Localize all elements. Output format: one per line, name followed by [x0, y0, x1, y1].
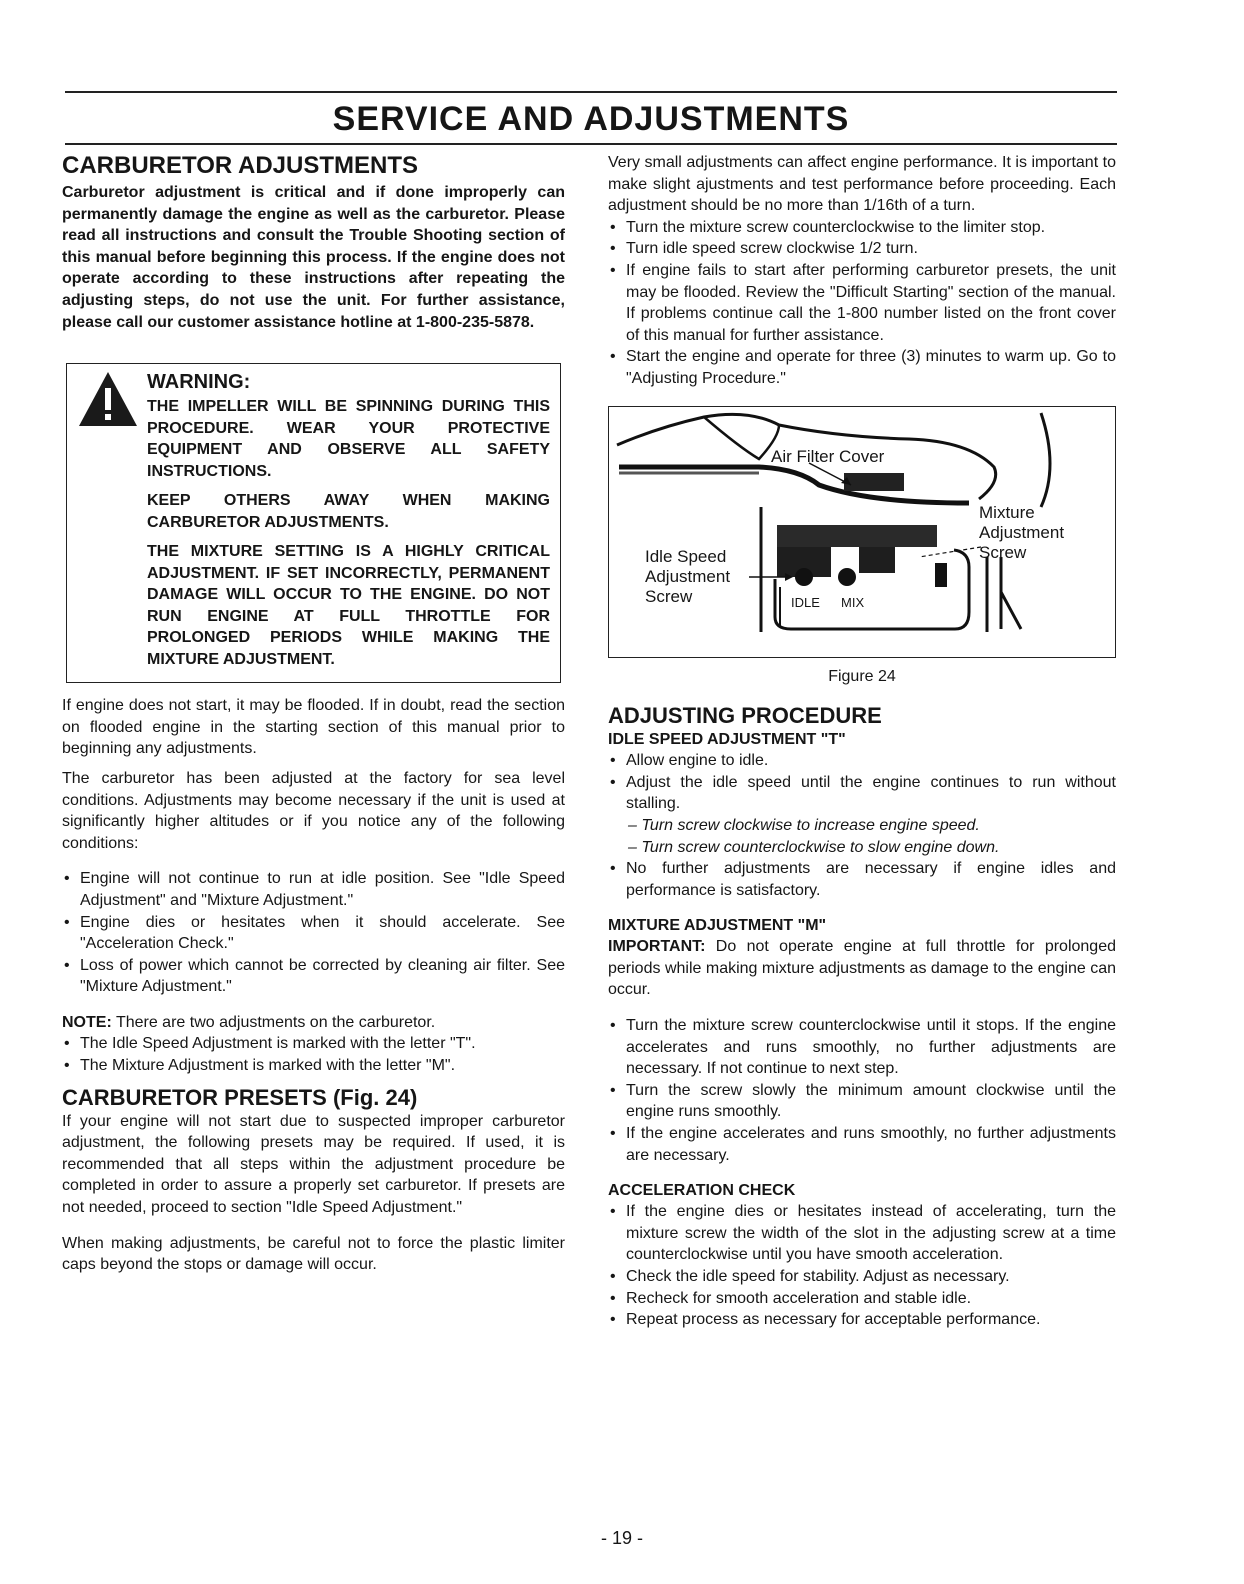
list-item: • Engine will not continue to run at idle position. See "Idle Speed Adjustment" and "Mixture Adjustment.": [62, 868, 565, 911]
list-item: • Turn the mixture screw counterclockwise until it stops. If the engine accelerates and runs smoothly, no further adjustments are necessary. If not continue to next step.: [608, 1015, 1116, 1080]
list-item: • Turn the mixture screw counterclockwise to the limiter stop.: [608, 217, 1116, 239]
factory-paragraph: The carburetor has been adjusted at the factory for sea level conditions. Adjustments may become necessary if the unit is used at significantly higher altitudes or if you notice any of the following conditions:: [62, 769, 565, 852]
list-item: • If the engine dies or hesitates instead of accelerating, turn the mixture screw the width of the slot in the adjusting screw at a time counterclockwise until you have smooth acceleration.: [608, 1201, 1116, 1266]
carburetor-intro: Carburetor adjustment is critical and if done improperly can permanently damage the engine as well as the carburetor. Please read all instructions and consult the Trouble Shooting section of this manual before beginning this process. If the engine does not operate according to these instructions after repeating the adjusting steps, do not use the unit. For further assistance, please call our customer assistance hotline at 1-800-235-5878.: [62, 184, 565, 331]
left-column: [62, 152, 565, 1276]
page-number: - 19 -: [600, 1528, 643, 1548]
right-column: [608, 152, 1116, 1331]
important-text: Do not operate engine at full throttle for prolonged periods while making mixture adjustments as damage to the engine can occur.: [608, 938, 1116, 999]
note-text: There are two adjustments on the carburetor.: [111, 1013, 436, 1031]
preset-steps-list: [608, 217, 1116, 390]
note-paragraph: [62, 1012, 565, 1034]
idle-tag: IDLE: [791, 594, 820, 610]
carburetor-adjustments-heading: CARBURETOR ADJUSTMENTS: [62, 152, 419, 179]
idle-speed-list-end: [608, 858, 1116, 901]
list-item: • Start the engine and operate for three (3) minutes to warm up. Go to "Adjusting Procedure.": [608, 346, 1116, 389]
list-item: • No further adjustments are necessary if engine idles and performance is satisfactory.: [608, 858, 1116, 901]
mixture-list: [608, 1015, 1116, 1166]
mix-tag: MIX: [841, 594, 865, 610]
air-filter-cover-label: Air Filter Cover: [771, 446, 885, 466]
idle-speed-list: [608, 750, 1116, 815]
important-paragraph: [608, 936, 1116, 1001]
idle-speed-label-line-2: Adjustment: [645, 566, 731, 586]
list-item: • The Idle Speed Adjustment is marked with the letter "T".: [62, 1033, 565, 1055]
warning-title: WARNING:: [147, 371, 251, 394]
note-list: [62, 1033, 565, 1076]
important-label: IMPORTANT:: [608, 938, 706, 956]
right-intro: Very small adjustments can affect engine performance. It is important to make slight ajustments and test performance before proceeding. Each adjustment should be no more than 1/16th of a turn.: [608, 154, 1116, 215]
list-item: • Engine dies or hesitates when it should accelerate. See "Acceleration Check.": [62, 912, 565, 955]
idle-sub-step-1: – Turn screw clockwise to increase engine speed.: [628, 816, 980, 834]
warning-paragraph-3: THE MIXTURE SETTING IS A HIGHLY CRITICAL ADJUSTMENT. IF SET INCORRECTLY, PERMANENT DAMAGE WILL OCCUR TO THE ENGINE. DO NOT RUN ENGINE AT FULL THROTTLE FOR PROLONGED PERIODS WHILE MAKING THE MIXTURE ADJUSTMENT.: [147, 543, 550, 668]
warning-icon: [77, 370, 139, 430]
list-item: • Loss of power which cannot be corrected by cleaning air filter. See "Mixture Adjustment.": [62, 955, 565, 998]
warning-box: [66, 363, 561, 683]
list-item: • Check the idle speed for stability. Adjust as necessary.: [608, 1266, 1116, 1288]
presets-paragraph-1: If your engine will not start due to suspected improper carburetor adjustment, the following presets may be required. If used, it is recommended that all steps within the adjustment procedure be completed in order to assure a properly set carburetor. If presets are not needed, proceed to section "Idle Speed Adjustment.": [62, 1112, 565, 1217]
idle-speed-label-line-3: Screw: [645, 586, 693, 606]
adjusting-procedure-heading: ADJUSTING PROCEDURE: [608, 703, 882, 729]
idle-sub-step-2: – Turn screw counterclockwise to slow engine down.: [628, 838, 1000, 856]
mixture-label-line-2: Adjustment: [979, 522, 1065, 542]
list-item: • Recheck for smooth acceleration and stable idle.: [608, 1288, 1116, 1310]
figure-24: [608, 406, 1116, 658]
warning-paragraph-1: THE IMPELLER WILL BE SPINNING DURING THIS PROCEDURE. WEAR YOUR PROTECTIVE EQUIPMENT AND OBSERVE ALL SAFETY INSTRUCTIONS.: [147, 398, 550, 480]
top-rule: [65, 91, 1117, 93]
list-item: • The Mixture Adjustment is marked with the letter "M".: [62, 1055, 565, 1077]
figure-caption: Figure 24: [828, 667, 896, 685]
mixture-label-line-1: Mixture: [979, 502, 1035, 522]
conditions-list: [62, 868, 565, 998]
presets-paragraph-2: When making adjustments, be careful not to force the plastic limiter caps beyond the stops or damage will occur.: [62, 1234, 565, 1274]
warning-paragraph-2: KEEP OTHERS AWAY WHEN MAKING CARBURETOR ADJUSTMENTS.: [147, 492, 550, 531]
idle-speed-adjustment-heading: IDLE SPEED ADJUSTMENT "T": [608, 731, 846, 749]
flooded-paragraph: If engine does not start, it may be flooded. If in doubt, read the section on flooded engine in the starting section of this manual prior to beginning any adjustments.: [62, 697, 565, 758]
list-item: • If engine fails to start after performing carburetor presets, the unit may be flooded. Review the "Difficult Starting" section of the manual. If problems continue call the 1-800 number listed on the front cover of this manual for further assistance.: [608, 260, 1116, 346]
list-item: • Turn idle speed screw clockwise 1/2 turn.: [608, 238, 1116, 260]
list-item: • Adjust the idle speed until the engine continues to run without stalling.: [608, 772, 1116, 815]
acceleration-check-heading: ACCELERATION CHECK: [608, 1182, 796, 1200]
title-underline: [65, 143, 1117, 145]
list-item: • If the engine accelerates and runs smoothly, no further adjustments are necessary.: [608, 1123, 1116, 1166]
page-title: SERVICE AND ADJUSTMENTS: [332, 100, 850, 138]
list-item: • Allow engine to idle.: [608, 750, 1116, 772]
note-label: NOTE:: [62, 1013, 112, 1031]
list-item: • Repeat process as necessary for acceptable performance.: [608, 1309, 1116, 1331]
mixture-adjustment-heading: MIXTURE ADJUSTMENT "M": [608, 917, 827, 935]
acceleration-list: [608, 1201, 1116, 1331]
list-item: • Turn the screw slowly the minimum amount clockwise until the engine runs smoothly.: [608, 1080, 1116, 1123]
mixture-label-line-3: Screw: [979, 542, 1027, 562]
carburetor-presets-heading: CARBURETOR PRESETS (Fig. 24): [62, 1084, 418, 1110]
idle-speed-label-line-1: Idle Speed: [645, 546, 727, 566]
